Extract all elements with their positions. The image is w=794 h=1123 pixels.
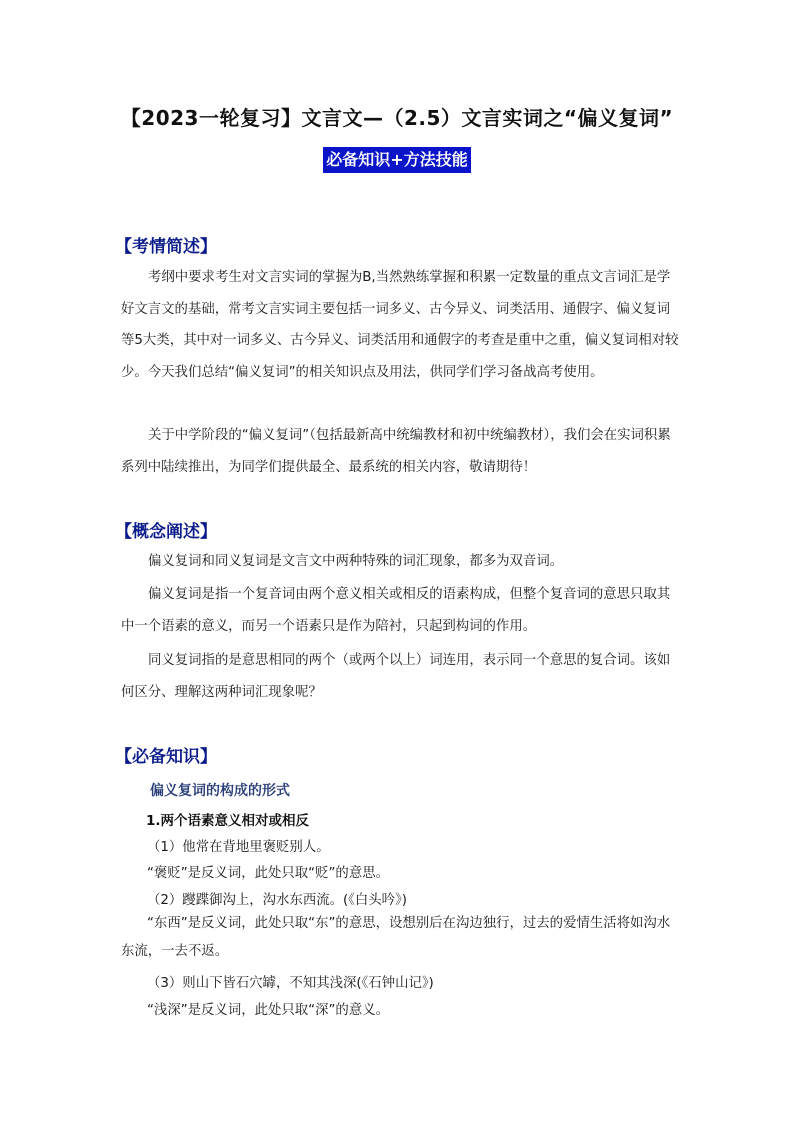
section-heading-essential-knowledge: 【必备知识】	[115, 747, 217, 767]
paragraph	[121, 579, 681, 642]
subheading: 偏义复词的构成的形式	[150, 783, 290, 799]
document-subtitle: 必备知识+方法技能	[323, 147, 470, 173]
section-heading-concept: 【概念阐述】	[115, 522, 217, 542]
point-heading: 1.两个语素意义相对或相反	[146, 813, 310, 829]
paragraph	[121, 420, 681, 483]
paragraph-text: 考纲中要求考生对文言实词的掌握为B,当然熟练掌握和积累一定数量的重点文言词汇是学好文言文的基础，常考文言实词主要包括一词多义、古今异义、词类活用、通假字、偏义复词等5大类，其中对一词多义、古今异义、词类活用和通假字的考查是重中之重，偏义复词相对较少。今天我们总结“偏义复词”的相关知识点及用法，供同学们学习备战高考使用。	[121, 270, 679, 380]
paragraph	[121, 262, 681, 388]
paragraph-text: 偏义复词和同义复词是文言文中两种特殊的词汇现象，都多为双音词。	[148, 554, 564, 569]
example-sentence: （2）躞蹀御沟上，沟水东西流。(《白头吟》)	[147, 893, 407, 908]
example-sentence: （1）他常在背地里褒贬别人。	[147, 840, 330, 855]
document-title: 【2023一轮复习】文言文—（2.5）文言实词之“偏义复词”	[120, 106, 674, 130]
paragraph-text: 关于中学阶段的“偏义复词”（包括最新高中统编教材和初中统编教材），我们会在实词积累系列中陆续推出，为同学们提供最全、最系统的相关内容，敬请期待！	[121, 428, 671, 475]
example-note: “褒贬”是反义词，此处只取“贬”的意思。	[147, 866, 389, 881]
example-sentence: （3）则山下皆石穴罅，不知其浅深(《石钟山记》)	[147, 976, 434, 991]
paragraph-text: 偏义复词是指一个复音词由两个意义相关或相反的语素构成，但整个复音词的意思只取其中一个语素的意义，而另一个语素只是作为陪衬，只起到构词的作用。	[121, 587, 671, 634]
subtitle-wrapper	[0, 147, 794, 173]
paragraph	[121, 546, 681, 578]
example-note: “浅深”是反义词，此处只取“深”的意义。	[147, 1003, 389, 1018]
example-note	[121, 910, 681, 965]
section-heading-exam-overview: 【考情简述】	[115, 237, 217, 257]
paragraph	[121, 645, 681, 708]
example-note-text: “东西”是反义词，此处只取“东”的意思，设想别后在沟边独行，过去的爱情生活将如沟水东流，一去不返。	[121, 916, 671, 959]
paragraph-text: 同义复词指的是意思相同的两个（或两个以上）词连用，表示同一个意思的复合词。该如何区分、理解这两种词汇现象呢？	[121, 653, 671, 700]
